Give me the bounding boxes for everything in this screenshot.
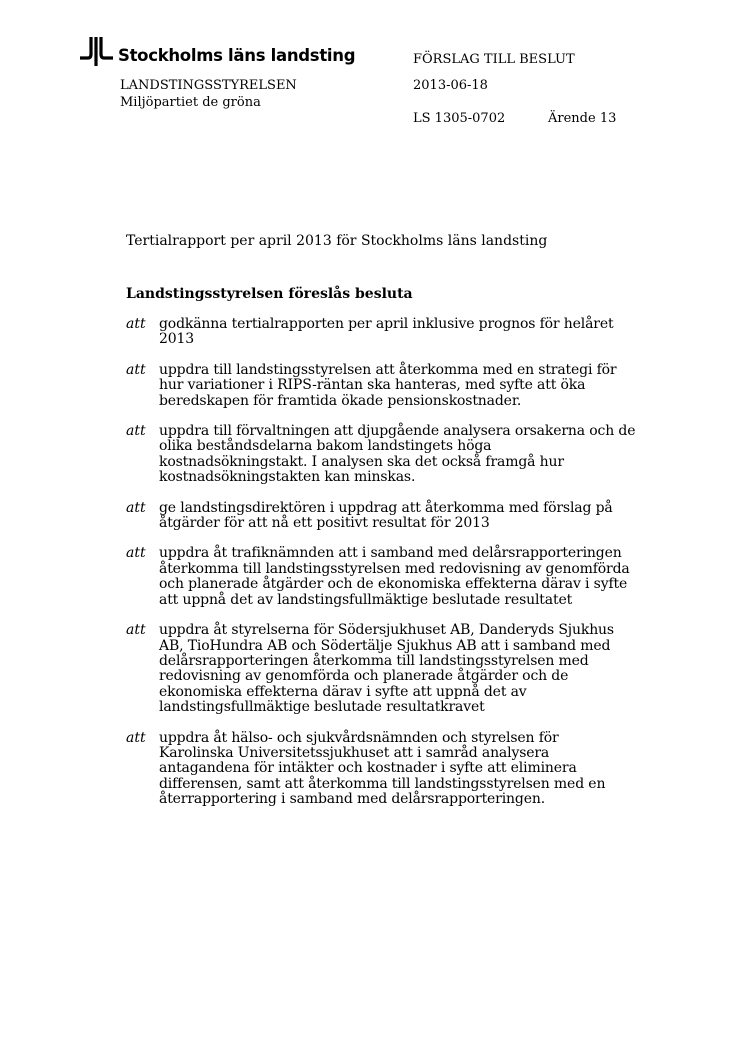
decision-text: ge landstingsdirektören i uppdrag att återkomma med förslag på åtgärder för att nå ett positivt resultat för 2013 [159, 499, 613, 532]
item-number: Ärende 13 [548, 111, 617, 126]
proposal-heading: Landstingsstyrelsen föreslås besluta [126, 286, 413, 302]
decision-item [126, 363, 636, 409]
reference-number: LS 1305-0702 [413, 111, 506, 126]
decision-prefix: att [126, 316, 146, 332]
decision-prefix: att [126, 622, 146, 639]
document-title: Tertialrapport per april 2013 för Stockholms läns landsting [126, 233, 548, 249]
decision-item [126, 501, 636, 532]
decision-item [126, 731, 636, 808]
decision-item [126, 623, 636, 715]
document-type: FÖRSLAG TILL BESLUT [413, 52, 575, 67]
decision-item [126, 317, 636, 348]
org-name: Stockholms läns landsting [118, 45, 356, 65]
decision-text: uppdra till landstingsstyrelsen att återkomma med en strategi för hur variationer i RIPS-räntan ska hanteras, med syfte att öka beredskapen för framtida ökade pensionskostnader. [159, 361, 617, 409]
decision-prefix: att [126, 423, 146, 440]
decision-text: uppdra åt hälso- och sjukvårdsnämnden och styrelsen för Karolinska Universitetssjukhuset att i samråd analysera antagandena för intäkter och kostnader i syfte att eliminera differensen, samt att återkomma till landstingsstyrelsen med en återrapportering i samband med delårsrapporteringen. [159, 729, 606, 808]
decision-text: uppdra åt trafiknämnden att i samband med delårsrapporteringen återkomma till landstingsstyrelsen med redovisning av genomförda och planerade åtgärder och de ekonomiska effekterna därav i syfte att uppnå det av landstingsfullmäktige beslutade resultatet [159, 545, 630, 608]
party-name: Miljöpartiet de gröna [120, 95, 261, 110]
decision-prefix: att [126, 729, 146, 746]
department-name: LANDSTINGSSTYRELSEN [120, 78, 297, 93]
decision-prefix: att [126, 361, 146, 378]
decision-item [126, 424, 636, 486]
decision-list [126, 317, 636, 823]
org-logo [78, 36, 355, 68]
sll-logo-mark-icon [78, 36, 114, 68]
decision-text: uppdra till förvaltningen att djupgående analysera orsakerna och de olika beståndsdelarna bakom landstingets höga kostnadsökningstakt. I analysen ska det också framgå hur kostnadsökningstakten kan minskas. [159, 423, 636, 486]
decision-text: uppdra åt styrelserna för Södersjukhuset AB, Danderyds Sjukhus AB, TioHundra AB och Södertälje Sjukhus AB att i samband med delårsrapporteringen återkomma till landstingsstyrelsen med redovisning av genomförda och planerade åtgärder och de ekonomiska effekterna därav i syfte att uppnå det av landstingsfullmäktige beslutade resultatkravet [159, 622, 614, 716]
decision-prefix: att [126, 499, 146, 516]
document-date: 2013-06-18 [413, 78, 488, 93]
decision-item [126, 546, 636, 608]
decision-text: godkänna tertialrapporten per april inklusive prognos för helåret 2013 [159, 316, 614, 348]
decision-prefix: att [126, 545, 146, 562]
